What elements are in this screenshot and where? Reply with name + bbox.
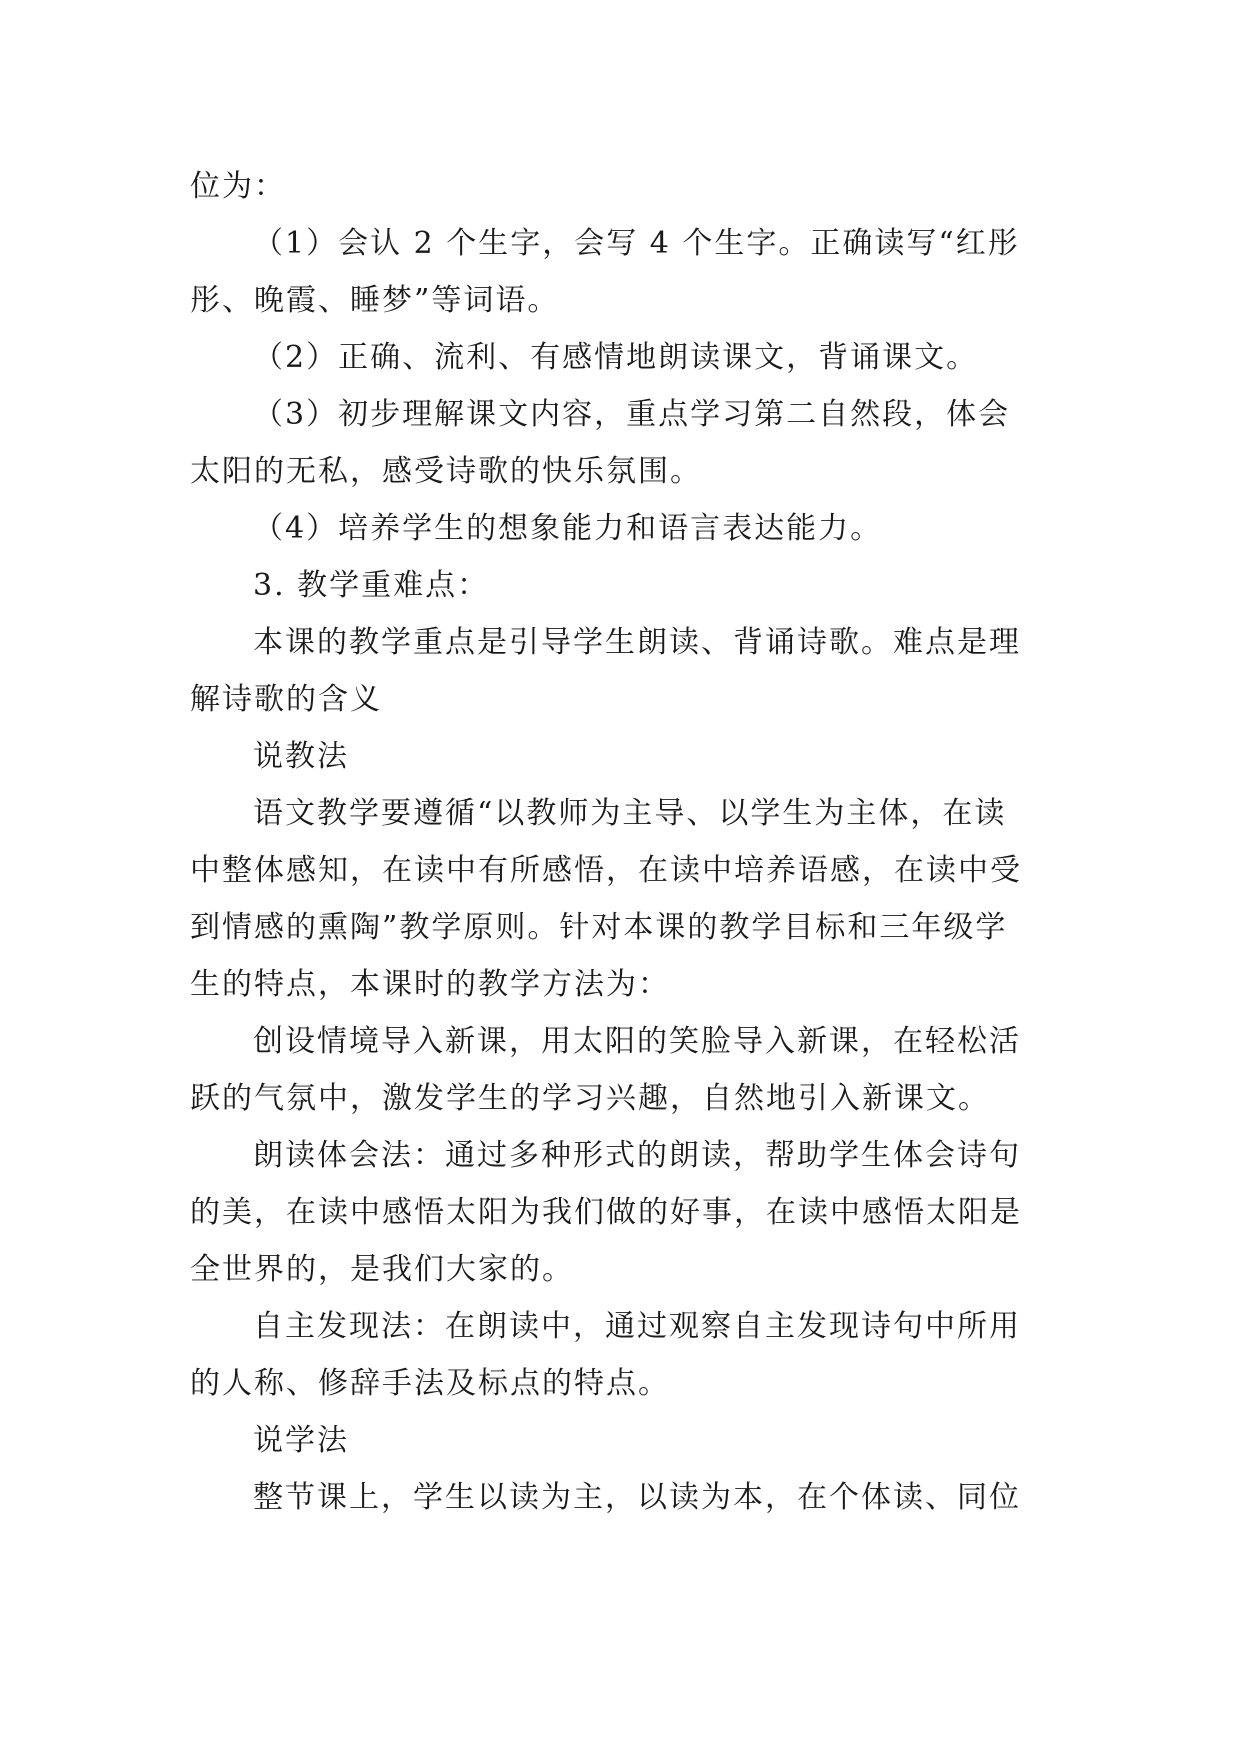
paragraph-learning-method: 整节课上，学生以读为主，以读为本，在个体读、同位 xyxy=(253,1480,1021,1515)
paragraph-teaching-principle: 语文教学要遵循“以教师为主导、以学生为主体，在读 xyxy=(253,796,1007,831)
paragraph-discovery-method: 自主发现法：在朗读中，通过观察自主发现诗句中所用 xyxy=(253,1309,1021,1344)
text-line: 解诗歌的含义 xyxy=(190,682,382,717)
text-line: 生的特点，本课时的教学方法为： xyxy=(190,967,670,1002)
text-line: 的人称、修辞手法及标点的特点。 xyxy=(190,1366,670,1401)
text-line: 跃的气氛中，激发学生的学习兴趣，自然地引入新课文。 xyxy=(190,1081,990,1116)
objective-item-4: （4）培养学生的想象能力和语言表达能力。 xyxy=(253,511,883,546)
document-body xyxy=(190,158,1050,1526)
objective-item-2: （2）正确、流利、有感情地朗读课文，背诵课文。 xyxy=(253,340,979,375)
section-heading-teaching-method: 说教法 xyxy=(253,739,349,774)
text-line: 太阳的无私，感受诗歌的快乐氛围。 xyxy=(190,454,702,489)
section-heading-learning-method: 说学法 xyxy=(253,1423,349,1458)
objective-item-1: （1）会认 2 个生字，会写 4 个生字。正确读写“红彤 xyxy=(253,226,1020,261)
text-line: 全世界的，是我们大家的。 xyxy=(190,1252,574,1287)
text-line: 位为： xyxy=(190,169,286,204)
paragraph-key-points: 本课的教学重点是引导学生朗读、背诵诗歌。难点是理 xyxy=(253,625,1021,660)
text-line: 到情感的熏陶”教学原则。针对本课的教学目标和三年级学 xyxy=(190,910,1008,945)
text-line: 彤、晚霞、睡梦”等词语。 xyxy=(190,283,560,318)
section-heading-key-points: 3. 教学重难点： xyxy=(253,568,490,603)
objective-item-3: （3）初步理解课文内容，重点学习第二自然段，体会 xyxy=(253,397,1011,432)
text-line: 中整体感知，在读中有所感悟，在读中培养语感，在读中受 xyxy=(190,853,1022,888)
text-line: 的美，在读中感悟太阳为我们做的好事，在读中感悟太阳是 xyxy=(190,1195,1022,1230)
paragraph-scenario-method: 创设情境导入新课，用太阳的笑脸导入新课，在轻松活 xyxy=(253,1024,1021,1059)
paragraph-reading-method: 朗读体会法：通过多种形式的朗读，帮助学生体会诗句 xyxy=(253,1138,1021,1173)
